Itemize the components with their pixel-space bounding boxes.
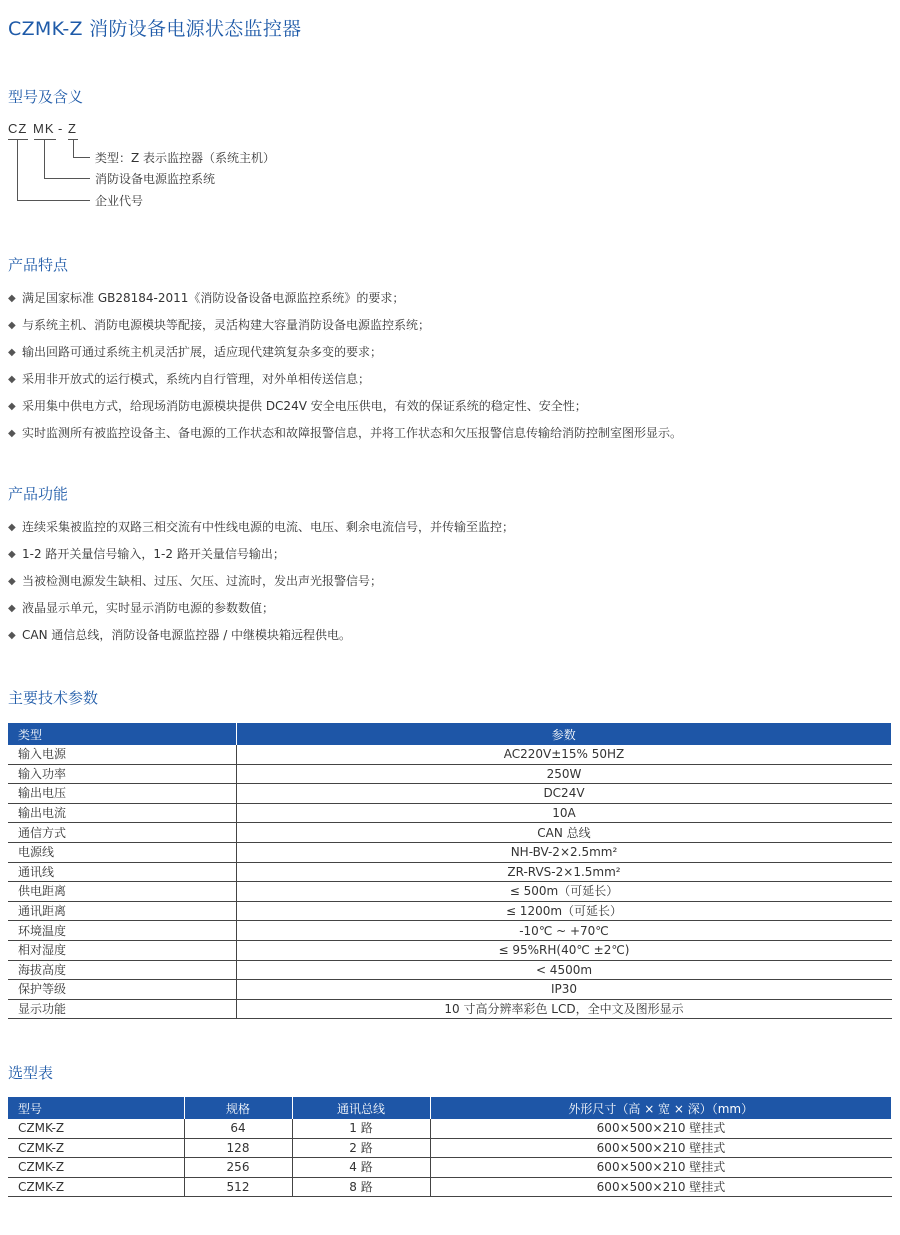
spec-type-cell: 环境温度 bbox=[8, 921, 236, 941]
diamond-bullet-icon: ◆ bbox=[8, 374, 16, 385]
feature-list bbox=[8, 290, 682, 452]
selection-table bbox=[8, 1097, 892, 1197]
model-cell: CZMK-Z bbox=[8, 1158, 184, 1178]
spec-value-cell: IP30 bbox=[236, 980, 892, 1000]
spec-type-cell: 通讯线 bbox=[8, 862, 236, 882]
bus-cell: 2 路 bbox=[292, 1138, 430, 1158]
list-item: ◆ 连续采集被监控的双路三相交流有中性线电源的电流、电压、剩余电流信号，并传输至监控； bbox=[8, 520, 515, 534]
spec-value-cell: 10A bbox=[236, 803, 892, 823]
spec-type-cell: 通信方式 bbox=[8, 823, 236, 843]
size-cell: 600×500×210 壁挂式 bbox=[430, 1119, 892, 1138]
spec-value-cell: ZR-RVS-2×1.5mm² bbox=[236, 862, 892, 882]
list-item: ◆ 1-2 路开关量信号输入，1-2 路开关量信号输出； bbox=[8, 547, 285, 561]
bracket-line-enterprise bbox=[17, 139, 90, 201]
page-title: CZMK-Z 消防设备电源状态监控器 bbox=[8, 18, 302, 40]
section-heading-features: 产品特点 bbox=[8, 256, 69, 274]
code-part-mk: MK bbox=[33, 121, 55, 136]
list-item: ◆ 满足国家标准 GB28184-2011《消防设备设备电源监控系统》的要求； bbox=[8, 291, 405, 305]
section-heading-specs: 主要技术参数 bbox=[8, 689, 99, 707]
diamond-bullet-icon: ◆ bbox=[8, 549, 16, 560]
table-row bbox=[8, 784, 892, 804]
diamond-bullet-icon: ◆ bbox=[8, 347, 16, 358]
spec-value-cell: ≤ 95%RH(40℃ ±2℃) bbox=[236, 940, 892, 960]
table-row bbox=[8, 764, 892, 784]
bus-cell: 8 路 bbox=[292, 1177, 430, 1197]
spec-type-cell: 输出电压 bbox=[8, 784, 236, 804]
diamond-bullet-icon: ◆ bbox=[8, 576, 16, 587]
diamond-bullet-icon: ◆ bbox=[8, 428, 16, 439]
model-cell: CZMK-Z bbox=[8, 1177, 184, 1197]
table-row bbox=[8, 940, 892, 960]
table-row bbox=[8, 803, 892, 823]
diamond-bullet-icon: ◆ bbox=[8, 603, 16, 614]
list-item: ◆ 采用集中供电方式，给现场消防电源模块提供 DC24V 安全电压供电，有效的保证系统的稳定性、安全性； bbox=[8, 399, 587, 413]
table-row bbox=[8, 1158, 892, 1178]
table-row bbox=[8, 999, 892, 1019]
spec-type-cell: 海拔高度 bbox=[8, 960, 236, 980]
diamond-bullet-icon: ◆ bbox=[8, 630, 16, 641]
table-row bbox=[8, 882, 892, 902]
spec-cell: 128 bbox=[184, 1138, 292, 1158]
spec-type-cell: 保护等级 bbox=[8, 980, 236, 1000]
spec-type-cell: 输出电流 bbox=[8, 803, 236, 823]
table-row bbox=[8, 921, 892, 941]
spec-type-cell: 通讯距离 bbox=[8, 901, 236, 921]
spec-value-cell: ≤ 1200m（可延长） bbox=[236, 901, 892, 921]
spec-value-cell: 250W bbox=[236, 764, 892, 784]
spec-header-type: 类型 bbox=[8, 723, 236, 745]
size-cell: 600×500×210 壁挂式 bbox=[430, 1177, 892, 1197]
spec-table bbox=[8, 723, 892, 1019]
list-item: ◆ 输出回路可通过系统主机灵活扩展，适应现代建筑复杂多变的要求； bbox=[8, 345, 383, 359]
list-item: ◆ 实时监测所有被监控设备主、备电源的工作状态和故障报警信息，并将工作状态和欠压报警信息传输给消防控制室图形显示。 bbox=[8, 426, 683, 440]
selection-header-bus: 通讯总线 bbox=[292, 1097, 430, 1119]
bus-cell: 4 路 bbox=[292, 1158, 430, 1178]
table-row bbox=[8, 862, 892, 882]
table-row bbox=[8, 1177, 892, 1197]
list-item: ◆ 与系统主机、消防电源模块等配接，灵活构建大容量消防设备电源监控系统； bbox=[8, 318, 431, 332]
diamond-bullet-icon: ◆ bbox=[8, 522, 16, 533]
model-code-diagram bbox=[0, 118, 400, 218]
table-row bbox=[8, 901, 892, 921]
spec-value-cell: 10 寸高分辨率彩色 LCD，全中文及图形显示 bbox=[236, 999, 892, 1019]
selection-header-size: 外形尺寸（高 × 宽 × 深）（mm） bbox=[430, 1097, 892, 1119]
spec-header-param: 参数 bbox=[236, 723, 892, 745]
spec-cell: 512 bbox=[184, 1177, 292, 1197]
bus-cell: 1 路 bbox=[292, 1119, 430, 1138]
spec-value-cell: ≤ 500m（可延长） bbox=[236, 882, 892, 902]
section-heading-functions: 产品功能 bbox=[8, 485, 69, 503]
spec-value-cell: < 4500m bbox=[236, 960, 892, 980]
table-row bbox=[8, 980, 892, 1000]
table-row bbox=[8, 745, 892, 764]
code-part-dash: - bbox=[58, 121, 64, 136]
table-row bbox=[8, 960, 892, 980]
section-heading-selection: 选型表 bbox=[8, 1064, 54, 1082]
list-item: ◆ 采用非开放式的运行模式，系统内自行管理，对外单相传送信息； bbox=[8, 372, 371, 386]
spec-cell: 64 bbox=[184, 1119, 292, 1138]
table-row bbox=[8, 1138, 892, 1158]
spec-type-cell: 供电距离 bbox=[8, 882, 236, 902]
spec-value-cell: -10℃ ~ +70℃ bbox=[236, 921, 892, 941]
spec-value-cell: NH-BV-2×2.5mm² bbox=[236, 842, 892, 862]
list-item: ◆ 液晶显示单元，实时显示消防电源的参数数值； bbox=[8, 601, 275, 615]
model-cell: CZMK-Z bbox=[8, 1138, 184, 1158]
spec-value-cell: DC24V bbox=[236, 784, 892, 804]
table-row bbox=[8, 842, 892, 862]
diamond-bullet-icon: ◆ bbox=[8, 293, 16, 304]
spec-value-cell: AC220V±15% 50HZ bbox=[236, 745, 892, 764]
spec-cell: 256 bbox=[184, 1158, 292, 1178]
selection-header-spec: 规格 bbox=[184, 1097, 292, 1119]
diamond-bullet-icon: ◆ bbox=[8, 401, 16, 412]
table-row bbox=[8, 823, 892, 843]
table-row bbox=[8, 1119, 892, 1138]
list-item: ◆ CAN 通信总线，消防设备电源监控器 / 中继模块箱远程供电。 bbox=[8, 628, 352, 642]
spec-value-cell: CAN 总线 bbox=[236, 823, 892, 843]
diamond-bullet-icon: ◆ bbox=[8, 320, 16, 331]
selection-header-model: 型号 bbox=[8, 1097, 184, 1119]
section-heading-model: 型号及含义 bbox=[8, 88, 84, 106]
spec-type-cell: 电源线 bbox=[8, 842, 236, 862]
meaning-enterprise: 企业代号 bbox=[95, 194, 144, 208]
list-item: ◆ 当被检测电源发生缺相、过压、欠压、过流时，发出声光报警信号； bbox=[8, 574, 383, 588]
code-part-z: Z bbox=[68, 121, 77, 136]
spec-type-cell: 显示功能 bbox=[8, 999, 236, 1019]
code-part-cz: CZ bbox=[8, 121, 28, 136]
spec-type-cell: 输入电源 bbox=[8, 745, 236, 764]
meaning-type: 类型：Z 表示监控器（系统主机） bbox=[95, 151, 276, 165]
spec-type-cell: 输入功率 bbox=[8, 764, 236, 784]
model-cell: CZMK-Z bbox=[8, 1119, 184, 1138]
size-cell: 600×500×210 壁挂式 bbox=[430, 1138, 892, 1158]
spec-type-cell: 相对湿度 bbox=[8, 940, 236, 960]
meaning-system: 消防设备电源监控系统 bbox=[95, 172, 216, 186]
function-list bbox=[8, 519, 514, 654]
size-cell: 600×500×210 壁挂式 bbox=[430, 1158, 892, 1178]
